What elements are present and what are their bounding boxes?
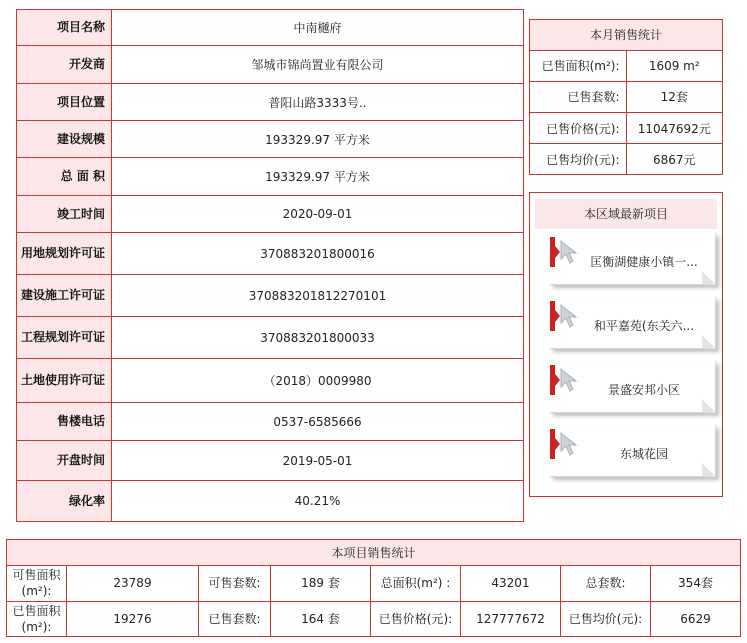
sales-cell: 已售套数: xyxy=(199,601,271,637)
sales-cell: 127777672 xyxy=(461,601,561,637)
page-fold-icon xyxy=(702,399,716,413)
region-project-name: 景盛安邦小区 xyxy=(607,383,680,397)
sales-cell: 23789 xyxy=(67,566,199,602)
project-info-value: 2019-05-01 xyxy=(112,441,524,481)
sales-cell: 总套数: xyxy=(561,566,651,602)
monthly-sold-price-value: 11047692元 xyxy=(626,112,722,143)
region-projects-box xyxy=(529,192,723,497)
sales-cell: 可售套数: xyxy=(199,566,271,602)
project-info-value: （2018）0009980 xyxy=(112,359,524,403)
project-info-value: 370883201800033 xyxy=(112,317,524,359)
project-info-label: 项目名称 xyxy=(17,10,112,46)
cursor-arrow-icon xyxy=(559,239,579,265)
sales-cell: 可售面积(m²): xyxy=(7,566,67,602)
monthly-avg-price-label: 已售均价(元): xyxy=(530,144,626,174)
project-info-value: 193329.97 平方米 xyxy=(112,121,524,158)
project-info-label: 项目位置 xyxy=(17,84,112,121)
red-marker-icon xyxy=(550,301,555,331)
project-info-value: 中南樾府 xyxy=(112,10,524,46)
project-info-label: 开发商 xyxy=(17,46,112,84)
project-info-label: 用地规划许可证 xyxy=(17,233,112,275)
region-project-link[interactable] xyxy=(550,233,716,285)
project-info-value: 邹城市锦尚置业有限公司 xyxy=(112,46,524,84)
page-fold-icon xyxy=(702,271,716,285)
monthly-sales-box xyxy=(529,19,723,175)
region-project-name: 东城花园 xyxy=(619,447,668,461)
monthly-sold-area-label: 已售面积(m²): xyxy=(530,50,626,81)
project-info-label: 工程规划许可证 xyxy=(17,317,112,359)
monthly-sold-units-value: 12套 xyxy=(626,81,722,112)
project-info-row xyxy=(17,403,524,441)
project-info-value: 370883201812270101 xyxy=(112,275,524,317)
monthly-sold-area-value: 1609 m² xyxy=(626,50,722,81)
project-info-label: 竣工时间 xyxy=(17,196,112,233)
project-info-row xyxy=(17,275,524,317)
region-projects-title: 本区域最新项目 xyxy=(535,199,717,229)
project-info-row xyxy=(17,84,524,121)
project-info-row xyxy=(17,46,524,84)
project-info-row xyxy=(17,317,524,359)
project-info-table xyxy=(16,9,524,522)
sales-cell: 6629 xyxy=(651,601,741,637)
project-info-row xyxy=(17,233,524,275)
project-info-value: 370883201800016 xyxy=(112,233,524,275)
region-project-name: 和平嘉苑(东关六... xyxy=(593,319,695,333)
page-fold-icon xyxy=(702,335,716,349)
monthly-avg-price-value: 6867元 xyxy=(652,152,696,167)
sales-cell: 43201 xyxy=(461,566,561,602)
project-sales-title: 本项目销售统计 xyxy=(7,540,741,566)
red-marker-icon xyxy=(550,365,555,395)
region-project-link[interactable] xyxy=(550,361,716,413)
project-info-row xyxy=(17,158,524,196)
project-info-label: 建设规模 xyxy=(17,121,112,158)
sales-cell: 已售均价(元): xyxy=(561,601,651,637)
monthly-sales-title: 本月销售统计 xyxy=(530,20,722,50)
sales-cell: 354套 xyxy=(651,566,741,602)
project-info-row xyxy=(17,359,524,403)
project-info-label: 绿化率 xyxy=(17,481,112,522)
page-fold-icon xyxy=(702,463,716,477)
cursor-arrow-icon xyxy=(559,367,579,393)
project-info-label: 土地使用许可证 xyxy=(17,359,112,403)
project-info-value: 2020-09-01 xyxy=(112,196,524,233)
region-project-link[interactable] xyxy=(550,425,716,477)
project-info-row xyxy=(17,121,524,158)
project-info-row xyxy=(17,441,524,481)
project-info-row xyxy=(17,196,524,233)
project-info-value: 193329.97 平方米 xyxy=(112,158,524,196)
project-info-label: 售楼电话 xyxy=(17,403,112,441)
region-project-name: 匡衡湖健康小镇一... xyxy=(590,255,698,269)
monthly-sold-units-label: 已售套数: xyxy=(530,81,626,112)
red-marker-icon xyxy=(550,237,555,267)
project-info-value: 0537-6585666 xyxy=(112,403,524,441)
sales-cell: 164 套 xyxy=(271,601,371,637)
project-info-value: 40.21% xyxy=(112,481,524,522)
cursor-arrow-icon xyxy=(559,303,579,329)
sales-cell: 19276 xyxy=(67,601,199,637)
project-info-value: 普阳山路3333号.. xyxy=(112,84,524,121)
cursor-arrow-icon xyxy=(559,431,579,457)
project-info-label: 总 面 积 xyxy=(17,158,112,196)
project-sales-table xyxy=(6,539,741,637)
red-marker-icon xyxy=(550,429,555,459)
project-info-label: 开盘时间 xyxy=(17,441,112,481)
project-info-row xyxy=(17,10,524,46)
sales-cell: 已售面积(m²): xyxy=(7,601,67,637)
project-info-label: 建设施工许可证 xyxy=(17,275,112,317)
sales-cell: 189 套 xyxy=(271,566,371,602)
project-info-row xyxy=(17,481,524,522)
sales-cell: 已售价格(元): xyxy=(371,601,461,637)
sales-cell: 总面积(m²) : xyxy=(371,566,461,602)
region-project-link[interactable] xyxy=(550,297,716,349)
monthly-sold-price-label: 已售价格(元): xyxy=(530,112,626,143)
